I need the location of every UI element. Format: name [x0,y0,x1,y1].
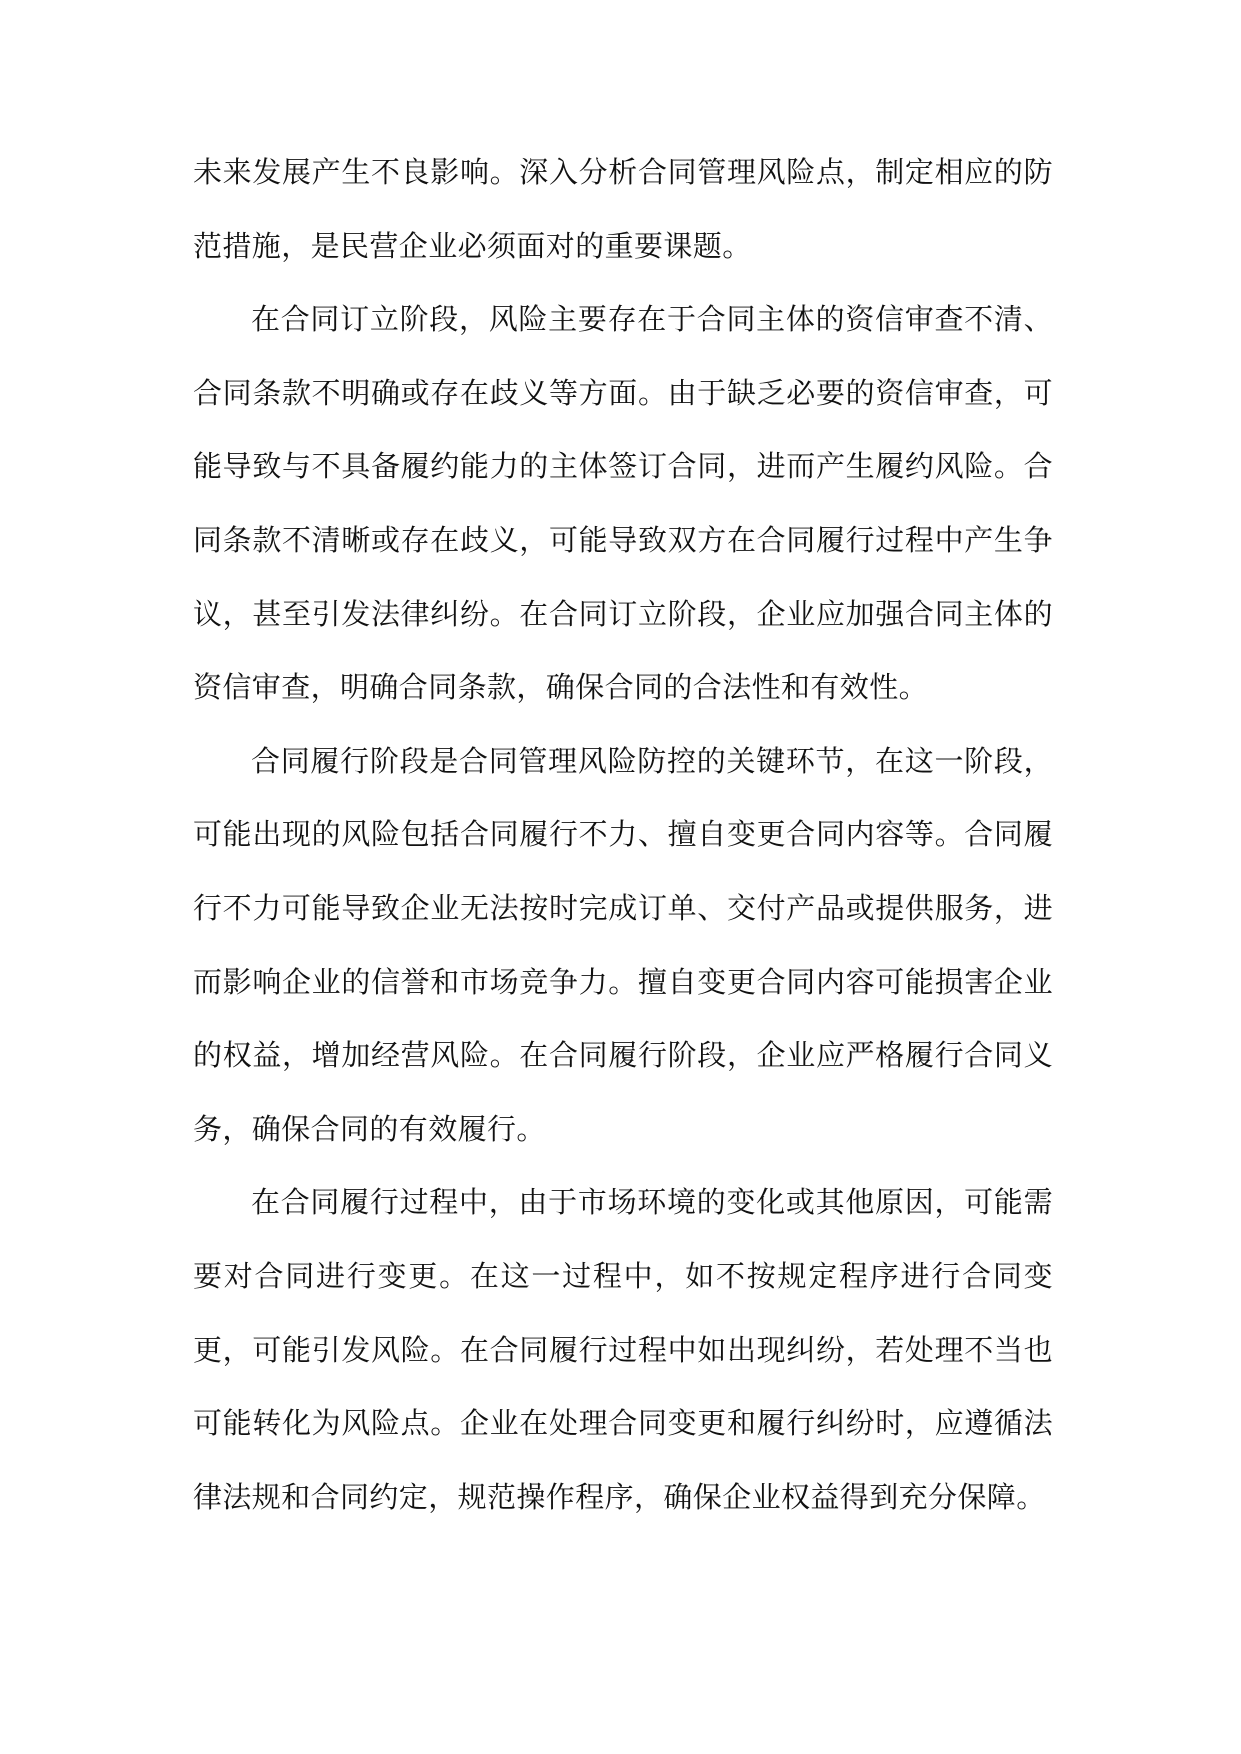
body-text [193,136,1053,1534]
paragraph-contract-change-and-disputes: 在合同履行过程中，由于市场环境的变化或其他原因，可能需要对合同进行变更。在这一过程中，如不按规定程序进行合同变更，可能引发风险。在合同履行过程中如出现纠纷，若处理不当也可能转化为风险点。企业在处理合同变更和履行纠纷时，应遵循法律法规和合同约定，规范操作程序，确保企业权益得到充分保障。 [193,1185,1053,1514]
paragraph-continuation: 未来发展产生不良影响。深入分析合同管理风险点，制定相应的防范措施，是民营企业必须面对的重要课题。 [193,155,1053,263]
paragraph-contract-performance-stage: 合同履行阶段是合同管理风险防控的关键环节，在这一阶段，可能出现的风险包括合同履行不力、擅自变更合同内容等。合同履行不力可能导致企业无法按时完成订单、交付产品或提供服务，进而影响企业的信誉和市场竞争力。擅自变更合同内容可能损害企业的权益，增加经营风险。在合同履行阶段，企业应严格履行合同义务，确保合同的有效履行。 [193,743,1053,1146]
paragraph-contract-signing-stage: 在合同订立阶段，风险主要存在于合同主体的资信审查不清、合同条款不明确或存在歧义等方面。由于缺乏必要的资信审查，可能导致与不具备履约能力的主体签订合同，进而产生履约风险。合同条款不清晰或存在歧义，可能导致双方在合同履行过程中产生争议，甚至引发法律纠纷。在合同订立阶段，企业应加强合同主体的资信审查，明确合同条款，确保合同的合法性和有效性。 [193,302,1053,705]
